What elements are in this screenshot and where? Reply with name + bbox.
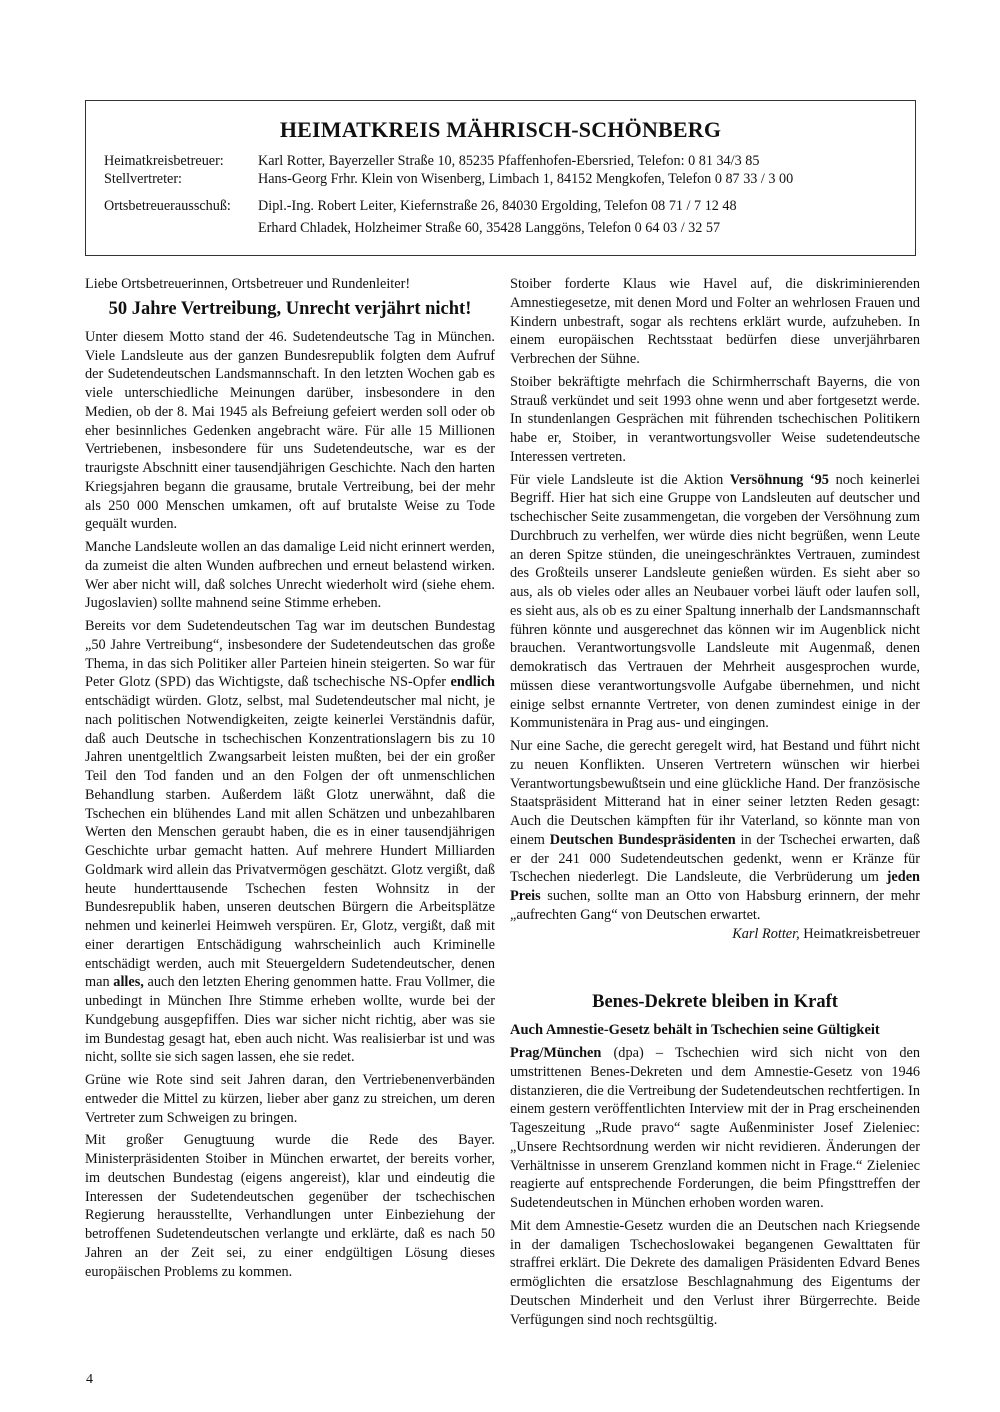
text: Für viele Landsleute ist die Aktion <box>510 471 730 488</box>
bold-text: Versöhnung ‘95 <box>729 471 829 488</box>
article2-subheading: Auch Amnestie-Gesetz behält in Tschechien seine Gültigkeit <box>510 1022 880 1039</box>
right-column <box>510 275 920 1333</box>
contact-label: Heimatkreisbetreuer: <box>104 153 224 169</box>
contact-label: Stellvertreter: <box>104 171 182 187</box>
page-number: 4 <box>86 1372 93 1387</box>
text: Bereits vor dem Sudetendeutschen Tag war im deutschen Bundestag „50 Jahre Vertreibung“, insbesondere der Sudetendeutschen das große Thema, in das sich Politiker aller Parteien hinein steigerten. So war für Peter Glotz (SPD) das Wichtigste, daß tschechische NS-Opfer <box>85 618 495 691</box>
header-title: HEIMATKREIS MÄHRISCH-SCHÖNBERG <box>279 117 722 142</box>
bold-text: jeden Preis <box>510 869 920 904</box>
contact-value: Hans-Georg Frhr. Klein von Wisenberg, Limbach 1, 84152 Mengkofen, Telefon 0 87 33 / 3 00 <box>258 171 794 187</box>
contact-row <box>104 153 759 170</box>
contact-row <box>104 171 793 188</box>
salutation: Liebe Ortsbetreuerinnen, Ortsbetreuer und Rundenleiter! <box>85 276 411 292</box>
bold-text: endlich <box>450 674 495 691</box>
bold-text: alles, <box>113 974 144 991</box>
left-column <box>85 275 495 1285</box>
article-heading: 50 Jahre Vertreibung, Unrecht verjährt nicht! <box>108 298 472 319</box>
article2-body <box>510 1044 920 1329</box>
text: Grüne wie Rote sind seit Jahren daran, den Vertriebenenverbänden entweder die Mittel zu kürzen, lieber aber ganz zu streichen, um deren Vertreter zum Schweigen zu bringen. <box>85 1072 495 1126</box>
paragraph <box>510 373 920 467</box>
text: Mit großer Genugtuung wurde die Rede des Bayer. Ministerpräsidenten Stoiber in München erwartet, der bereits vorher, im deutschen Bundestag (eigens angereist), klar und eindeutig die Interessen der Sudetendeutschen gegenüber der tschechischen Regierung herausstellte, Verhandlungen unter Einbeziehung der betroffenen Sudetendeutschen verlangte und erklärte, daß es nach 50 Jahren an der Zeit sei, zu einer endgültigen Lösung dieses europäischen Problems zu kommen. <box>85 1132 495 1280</box>
text: Stoiber bekräftigte mehrfach die Schirmherrschaft Bayerns, die von Strauß verkündet und seit 1993 ohne wenn und aber fortgesetzt werde. In stundenlangen Gesprächen mit führenden tschechischen Politikern habe er, Stoiber, in verantwortungsvoller Weise sudetendeutsche Interessen vertreten. <box>510 373 920 465</box>
paragraph <box>85 538 495 613</box>
text: (dpa) – Tschechien wird sich nicht von den umstrittenen Benes-Dekreten und dem Amnestie-Gesetz von 1946 distanzieren, die die Vertreibung der Sudetendeutschen rechtfertigen. In einem gestern veröffentlichten Interview mit der in Prag erscheinenden Tageszeitung „Rude pravo“ sagte Außenminister Josef Zieleniec: „Unsere Rechtsordnung werden wir nicht revidieren. Änderungen der Verhältnisse in unserem Grenzland kommen nicht in Frage.“ Zieleniec reagierte auf entsprechende Forderungen, die beim Pfingsttreffen der Sudetendeutschen in München erhoben worden waren. <box>510 1045 920 1211</box>
article-body <box>85 328 495 1282</box>
paragraph <box>85 1131 495 1281</box>
signature-role: Heimatkreisbetreuer <box>803 925 920 942</box>
paragraph <box>510 1217 920 1330</box>
header-box <box>85 100 916 256</box>
paragraph <box>85 617 495 1067</box>
text: Manche Landsleute wollen an das damalige Leid nicht erinnert werden, da zumeist die alten Wunden aufbrechen und erneut belastend wirken. Wer aber nicht will, daß solches Unrecht wiederholt wird (siehe ehem. Jugoslavien) sollte mahnend seine Stimme erheben. <box>85 539 495 612</box>
text: Mit dem Amnestie-Gesetz wurden die an Deutschen nach Kriegsende in der damaligen Tschechoslowakei begangenen Gewalttaten für straffrei erklärt. Die Dekrete des damaligen Präsidenten Edvard Benes ermöglichten die ersatzlose Beschlagnahmung des Eigentums der Deutschen Minderheit und den Verlust ihrer Bürgerrechte. Beide Verfügungen sind noch rechtsgültig. <box>510 1217 920 1328</box>
signature-name: Karl Rotter, <box>732 925 800 942</box>
paragraph <box>85 1071 495 1127</box>
text: entschädigt würden. Glotz, selbst, mal Sudetendeutscher mal nicht, je nach politischen Notwendigkeiten, zeigte keinerlei Verständnis dafür, daß auch Deutsche in tschechischen Konzentrationslagern bis zu 10 Jahren unentgeltlich Zwangsarbeit leisten mußten, bei der ein großer Teil den Tod fanden und an den Folgen der oft unmenschlichen Behandlung starben. Außerdem läßt Glotz unerwähnt, daß die Tschechen ein blühendes Land mit allen Schätzen und unbezahlbaren Werten den Menschen geraubt haben, die es in einer tausendjährigen Geschichte urbar gemacht hatten. Auf mehrere Hundert Milliarden Goldmark wird allein das Privatvermögen geschätzt. Glotz vergißt, daß heute hunderttausende Tschechen festen Wohnsitz in der Bundesrepublik haben, unseren deutschen Bürgern die Arbeitsplätze nehmen und keinerlei Heimweh verspüren. Er, Glotz, vergißt, daß mit einer derartigen Entschädigung wahrscheinlich auch Kriminelle entschädigt werden, auch mit Steuergeldern Sudetendeutscher, denen man <box>85 693 495 991</box>
paragraph <box>510 275 920 369</box>
signature-line <box>510 925 920 944</box>
paragraph <box>510 471 920 734</box>
paragraph <box>85 328 495 534</box>
contact-value: Erhard Chladek, Holzheimer Straße 60, 35428 Langgöns, Telefon 0 64 03 / 32 57 <box>258 220 721 236</box>
paragraph <box>510 1044 920 1213</box>
contact-value: Dipl.-Ing. Robert Leiter, Kiefernstraße 26, 84030 Ergolding, Telefon 08 71 / 7 12 48 <box>258 198 737 214</box>
contact-row <box>104 198 737 215</box>
text: Stoiber forderte Klaus wie Havel auf, die diskriminierenden Amnestiegesetze, mit denen Mord und Folter an wehrlosen Frauen und Kindern unbestraft, sogar als rechtens erklärt wurde, aufzuheben. In einem europäischen Rechtsstaat bedürfen diese unverjährbaren Verbrechen der Sühne. <box>510 276 920 367</box>
text: in der Tschechei erwarten, daß er der 241 000 Sudetendeutschen gedenkt, wenn er Kränze für Tschechen niederlegt. Die Landsleute, die Verbrüderung um <box>510 831 920 886</box>
bold-text: Prag/München <box>510 1045 602 1061</box>
contact-label: Ortsbetreuerausschuß: <box>104 198 231 214</box>
bold-text: Deutschen Bundespräsidenten <box>549 831 736 848</box>
text: auch den letzten Ehering genommen hatte. Frau Vollmer, die unbedingt in München Ihre Stimme erheben wollte, wurde bei der Kundgebung ausgepfiffen. Dies war sicher nicht richtig, aber was sie im Bundestag gesagt hat, eben auch nicht. Was realisierbar ist und was nicht, sollte sie sich sagen lassen, ehe sie redet. <box>85 974 495 1066</box>
text: noch keinerlei Begriff. Hier hat sich eine Gruppe von Landsleuten auf deutscher und tschechischer Seite zusammengetan, die vorgeben der Versöhnung zum Durchbruch zu verhelfen, wer würde dies nicht begrüßen, wenn Leute an deren Spitze stünden, die uneingeschränktes Vertrauen, zumindest des Großteils unserer Landsleute genießen würden. Es sieht aber so aus, als ob vieles oder alles an Neubauer vorbei läuft oder laufen soll, es sieht aus, als ob es zu einer Spaltung innerhalb der Landsmannschaft führen könnte und ausgerechnet das können wir im Augenblick nicht brauchen. Verantwortungsvolle Landsleute mit Augenmaß, denen demokratisch das Vertrauen der Mehrheit ausgesprochen wurde, müssen diese verantwortungsvolle Aufgabe übernehmen, und nicht einige selbst ernannte Vertreter, von denen zumindest einige in der Kommunistenära in Prag aus- und eingingen. <box>510 471 920 732</box>
contact-row <box>104 220 720 237</box>
article2-heading: Benes-Dekrete bleiben in Kraft <box>592 992 838 1013</box>
contact-value: Karl Rotter, Bayerzeller Straße 10, 85235 Pfaffenhofen-Ebersried, Telefon: 0 81 34/3 85 <box>258 153 760 169</box>
text: Unter diesem Motto stand der 46. Sudetendeutsche Tag in München. Viele Landsleute aus der ganzen Bundesrepublik folgten dem Aufruf der Sudetendeutschen Landsmannschaft. In den letzten Wochen gab es viele unterschiedliche Meinungen darüber, insbesondere in den Medien, ob der 8. Mai 1945 als Befreiung gefeiert werden soll oder ob eher besinnliches Gedenken angebracht wäre. Für alle 15 Millionen Vertriebenen, insbesondere für uns Sudetendeutsche, war es der traurigste Abschnitt einer tausendjährigen Geschichte. Nach den harten Kriegsjahren begann die grausame, brutale Vertreibung, bei der mehr als 250 000 Menschen umkamen, oft auf brutalste Weise zu Tode gequält wurden. <box>85 328 495 533</box>
text: suchen, sollte man an Otto von Habsburg erinnern, der mehr „aufrechten Gang“ von Deutschen erwartet. <box>510 888 920 923</box>
text: Nur eine Sache, die gerecht geregelt wird, hat Bestand und führt nicht zu neuen Konflikten. Unseren Vertretern wünschen wir hierbei Verantwortungsbewußtsein und eine glückliche Hand. Der französische Staatspräsident Mitterand hat in einer seiner letzten Reden gesagt: Auch die Deutschen kämpften für ihr Vaterland, so könnte man von einem <box>510 738 920 848</box>
article-body-continued <box>510 275 920 925</box>
paragraph <box>510 737 920 925</box>
